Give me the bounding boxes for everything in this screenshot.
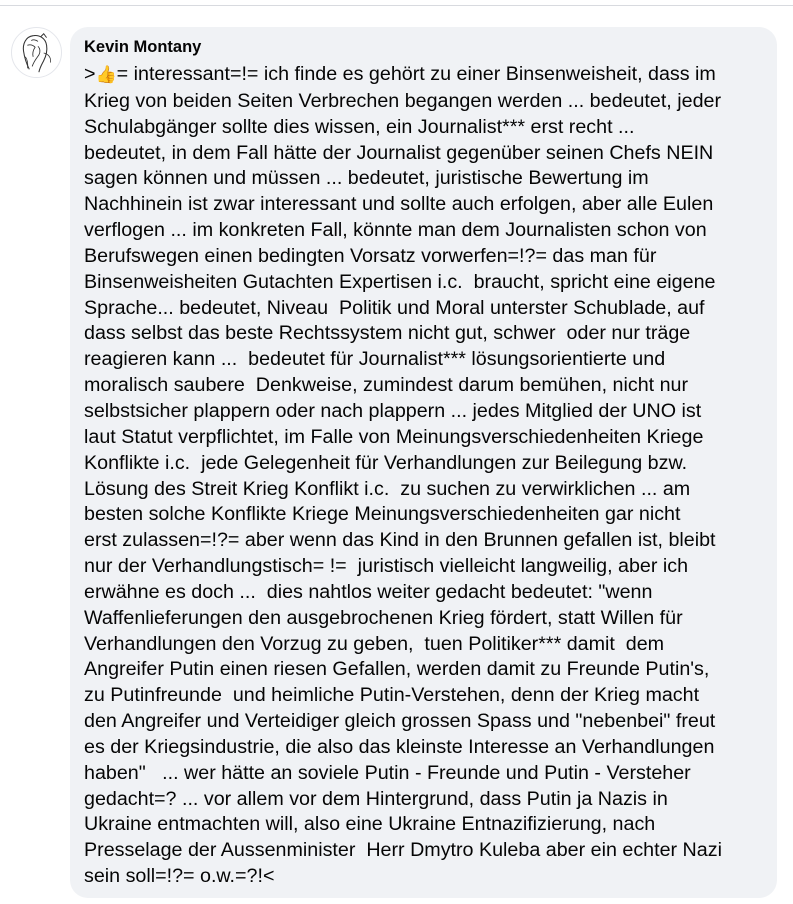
comment-line-15: laut Statut verpflichtet, im Falle von Meinungsverschiedenheiten Kriege (84, 425, 704, 448)
comment-text (84, 62, 765, 890)
comment-line-14: selbstsicher plappern oder nach plappern ... jedes Mitglied der UNO ist (84, 399, 702, 422)
comment-line-6: Nachhinein ist zwar interessant und sollte auch erfolgen, aber alle Eulen (84, 193, 714, 216)
comment-line-22: Waffenlieferungen den ausgebrochenen Krieg fördert, statt Willen für (84, 606, 683, 629)
comment-line-4: bedeutet, in dem Fall hätte der Journalist gegenüber seinen Chefs NEIN (84, 141, 714, 164)
thumbs-up-icon: 👍 (95, 65, 117, 85)
comment-line-10: Sprache... bedeutet, Niveau Politik und Moral unterster Schublade, auf (84, 296, 705, 319)
comment-line-1 (84, 62, 765, 89)
comment-line-16: Konflikte i.c. jede Gelegenheit für Verhandlungen zur Beilegung bzw. (84, 451, 688, 474)
comment-line-27: es der Kriegsindustrie, die also das kleinste Interesse an Verhandlungen (84, 735, 715, 758)
comment-line-18: besten solche Konflikte Kriege Meinungsverschiedenheiten gar nicht (84, 503, 681, 526)
comment-line-19: erst zulassen=!?= aber wenn das Kind in den Brunnen gefallen ist, bleibt (84, 529, 716, 552)
avatar[interactable] (11, 27, 62, 78)
comment-line-17: Lösung des Streit Krieg Konflikt i.c. zu suchen zu verwirklichen ... am (84, 477, 691, 500)
comment-line-25: zu Putinfreunde und heimliche Putin-Verstehen, denn der Krieg macht (84, 684, 700, 707)
comment-line-32: sein soll=!?= o.w.=?!< (84, 865, 275, 888)
avatar-sketch-icon (12, 28, 61, 77)
comment-bubble (70, 27, 777, 898)
comment-line-2: Krieg von beiden Seiten Verbrechen begangen werden ... bedeutet, jeder (84, 89, 722, 112)
comment-line-3: Schulabgänger sollte dies wissen, ein Journalist*** erst recht ... (84, 115, 635, 138)
comment-line-13: moralisch saubere Denkweise, zumindest darum bemühen, nicht nur (84, 374, 689, 397)
comment-line-30: Ukraine entmachten will, also eine Ukraine Entnazifizierung, nach (84, 813, 656, 836)
comment-line-11: dass selbst das beste Rechtssystem nicht gut, schwer oder nur träge (84, 322, 691, 345)
comment-line-23: Verhandlungen den Vorzug zu geben, tuen Politiker*** damit dem (84, 632, 665, 655)
comment-line-31: Presselage der Aussenminister Herr Dmytro Kuleba aber ein echter Nazi (84, 839, 722, 862)
comment-line-29: gedacht=? ... vor allem vor dem Hintergrund, dass Putin ja Nazis in (84, 787, 668, 810)
comment-line-5: sagen können und müssen ... bedeutet, juristische Bewertung im (84, 167, 649, 190)
comment-line-24: Angreifer Putin einen riesen Gefallen, werden damit zu Freunde Putin's, (84, 658, 710, 681)
comment-author[interactable]: Kevin Montany (84, 38, 202, 56)
comment-line-26: den Angreifer und Verteidiger gleich grossen Spass und "nebenbei" freut (84, 710, 716, 733)
comment-line-1a: > (84, 63, 96, 85)
comment-line-20: nur der Verhandlungstisch= != juristisch vielleicht langweilig, aber ich (84, 555, 689, 578)
comment-line-7: verflogen ... im konkreten Fall, könnte man dem Journalisten schon von (84, 219, 707, 242)
comment-line-12: reagieren kann ... bedeutet für Journalist*** lösungsorientierte und (84, 348, 666, 371)
comment-line-8: Berufswegen einen bedingten Vorsatz vorwerfen=!?= das man für (84, 244, 657, 267)
comment-line-1b: = interessant=!= ich finde es gehört zu einer Binsenweisheit, dass im (116, 63, 716, 85)
comment-line-21: erwähne es doch ... dies nahtlos weiter gedacht bedeutet: "wenn (84, 580, 653, 603)
comment-line-9: Binsenweisheiten Gutachten Expertisen i.c. braucht, spricht eine eigene (84, 270, 716, 293)
comment-line-28: haben" ... wer hätte an soviele Putin - Freunde und Putin - Versteher (84, 761, 691, 784)
